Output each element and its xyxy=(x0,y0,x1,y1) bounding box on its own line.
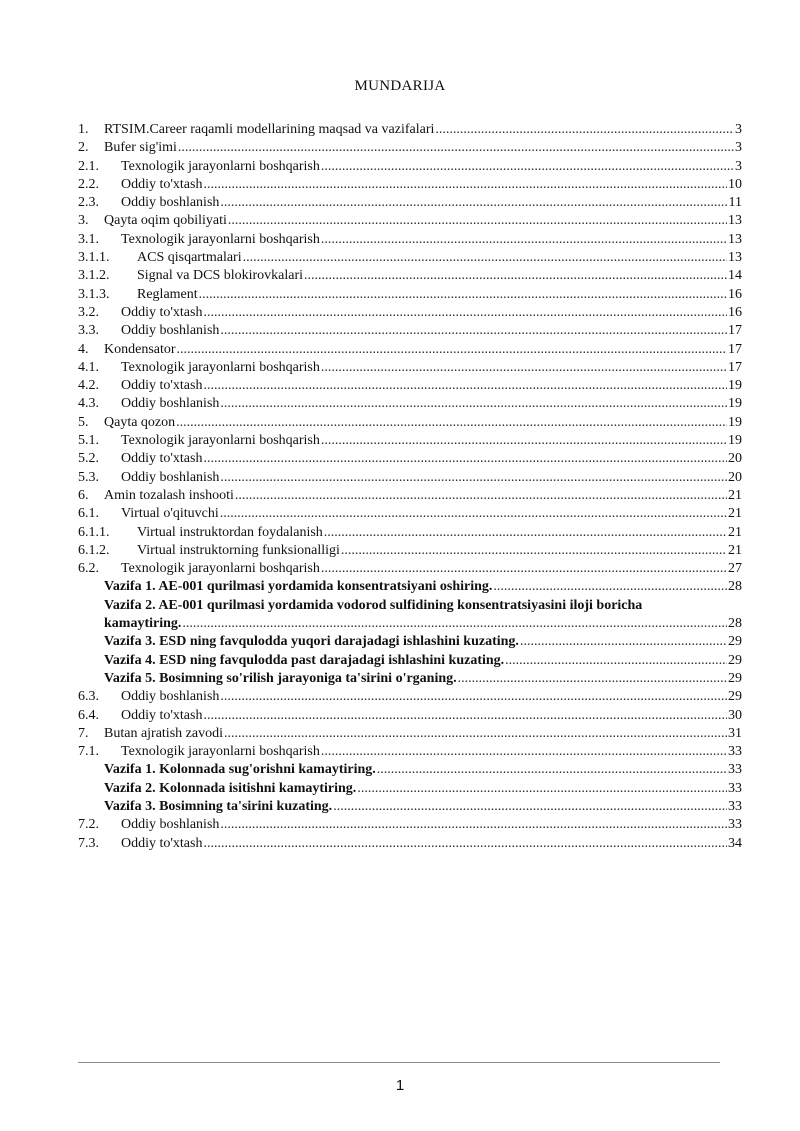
toc-task-title: Vazifa 2. Kolonnada isitishni kamaytiring. xyxy=(104,780,357,796)
toc-entry-number: 6.4. xyxy=(78,707,99,723)
toc-leader-dots xyxy=(243,249,727,267)
toc-entry-number: 6.2. xyxy=(78,561,99,577)
toc-entry-title: Texnologik jarayonlarni boshqarish xyxy=(121,744,320,760)
toc-entry-number: 7. xyxy=(78,725,89,741)
toc-task-title: Vazifa 4. ESD ning favqulodda past darajadagi ishlashini kuzating. xyxy=(104,652,505,668)
toc-entry[interactable] xyxy=(78,450,742,468)
toc-entry[interactable] xyxy=(78,725,742,743)
toc-leader-dots xyxy=(224,725,727,743)
toc-entry[interactable] xyxy=(78,322,742,340)
toc-leader-dots xyxy=(220,395,727,413)
toc-entry[interactable] xyxy=(78,359,742,377)
toc-entry[interactable] xyxy=(78,176,742,194)
toc-leader-dots xyxy=(321,560,727,578)
toc-entry-page: 19 xyxy=(728,414,742,430)
toc-entry-title: Qayta qozon xyxy=(104,414,176,430)
toc-entry-number: 5.3. xyxy=(78,469,99,485)
toc-entry[interactable] xyxy=(78,432,742,450)
toc-entry-page: 33 xyxy=(728,744,742,760)
toc-entry-page: 17 xyxy=(728,323,742,339)
toc-leader-dots xyxy=(321,359,727,377)
toc-entry-title: Oddiy boshlanish xyxy=(121,195,220,211)
toc-leader-dots xyxy=(458,670,727,688)
toc-entry[interactable] xyxy=(78,212,742,230)
toc-entry-page: 17 xyxy=(728,359,742,375)
toc-entry-number: 6.1. xyxy=(78,506,99,522)
toc-entry-page: 19 xyxy=(728,433,742,449)
toc-entry-number: 2.3. xyxy=(78,195,99,211)
toc-entry-title: Butan ajratish zavodi xyxy=(104,725,223,741)
toc-entry-number: 6.1.2. xyxy=(78,542,110,558)
toc-leader-dots xyxy=(321,158,734,176)
toc-task-entry[interactable] xyxy=(78,652,742,670)
toc-leader-dots xyxy=(203,707,727,725)
toc-entry-page: 21 xyxy=(728,524,742,540)
toc-leader-dots xyxy=(377,761,727,779)
toc-entry-number: 3.1. xyxy=(78,231,99,247)
toc-entry-page: 29 xyxy=(728,689,742,705)
toc-entry[interactable] xyxy=(78,158,742,176)
toc-entry-title: Texnologik jarayonlarni boshqarish xyxy=(121,231,320,247)
toc-entry-number: 3.2. xyxy=(78,304,99,320)
toc-leader-dots xyxy=(520,633,727,651)
toc-leader-dots xyxy=(203,450,727,468)
toc-entry-number: 3.1.2. xyxy=(78,268,110,284)
toc-entry-number: 5.1. xyxy=(78,433,99,449)
toc-leader-dots xyxy=(333,798,727,816)
toc-leader-dots xyxy=(220,688,727,706)
toc-leader-dots xyxy=(182,615,727,633)
toc-leader-dots xyxy=(324,524,727,542)
toc-leader-dots xyxy=(177,341,727,359)
toc-leader-dots xyxy=(176,414,727,432)
toc-entry[interactable] xyxy=(78,688,742,706)
toc-entry-number: 1. xyxy=(78,122,89,137)
toc-leader-dots xyxy=(203,835,727,853)
toc-entry-page: 29 xyxy=(728,634,742,650)
toc-task-entry[interactable] xyxy=(78,761,742,779)
toc-entry[interactable] xyxy=(78,505,742,523)
toc-entry[interactable] xyxy=(78,231,742,249)
toc-entry-page: 10 xyxy=(728,176,742,192)
toc-entry[interactable] xyxy=(78,121,742,139)
footer-divider xyxy=(78,1062,720,1063)
toc-entry-page: 3 xyxy=(735,158,742,174)
toc-entry-number: 4.2. xyxy=(78,378,99,394)
page-title: MUNDARIJA xyxy=(354,78,446,94)
toc-leader-dots xyxy=(178,139,734,157)
toc-entry-number: 6.3. xyxy=(78,689,99,705)
toc-entry[interactable] xyxy=(78,395,742,413)
toc-entry-page: 34 xyxy=(728,835,742,851)
toc-leader-dots xyxy=(228,212,727,230)
toc-entry-title: Bufer sig'imi xyxy=(104,140,177,156)
toc-entry[interactable] xyxy=(78,267,742,285)
toc-leader-dots xyxy=(220,194,727,212)
toc-entry[interactable] xyxy=(78,524,742,542)
toc-entry-page: 21 xyxy=(728,542,742,558)
toc-entry[interactable] xyxy=(78,139,742,157)
toc-entry-title: Oddiy boshlanish xyxy=(121,396,220,412)
toc-entry-page: 20 xyxy=(728,451,742,467)
toc-entry-number: 2.2. xyxy=(78,176,99,192)
toc-entry[interactable] xyxy=(78,469,742,487)
toc-entry-page: 29 xyxy=(728,652,742,668)
toc-task-title: Vazifa 3. ESD ning favqulodda yuqori darajadagi ishlashini kuzating. xyxy=(104,634,519,650)
toc-leader-dots xyxy=(321,231,727,249)
toc-entry[interactable] xyxy=(78,816,742,834)
toc-entry-page: 13 xyxy=(728,231,742,247)
toc-entry-number: 3.3. xyxy=(78,323,99,339)
toc-entry-number: 6.1.1. xyxy=(78,524,110,540)
toc-entry[interactable] xyxy=(78,743,742,761)
toc-entry-title: Oddiy boshlanish xyxy=(121,817,220,833)
toc-entry-title: Oddiy to'xtash xyxy=(121,378,203,394)
toc-leader-dots xyxy=(321,743,727,761)
toc-entry-title: Signal va DCS blokirovkalari xyxy=(137,268,304,284)
toc-entry-number: 3. xyxy=(78,213,89,229)
toc-entry-title: Kondensator xyxy=(104,341,176,357)
toc-entry[interactable] xyxy=(78,707,742,725)
toc-entry[interactable] xyxy=(78,286,742,304)
toc-entry-title: Texnologik jarayonlarni boshqarish xyxy=(121,561,320,577)
toc-leader-dots xyxy=(220,469,727,487)
toc-leader-dots xyxy=(220,816,727,834)
toc-entry-page: 3 xyxy=(735,122,742,137)
toc-entry[interactable] xyxy=(78,304,742,322)
toc-leader-dots xyxy=(321,432,727,450)
toc-entry-page: 30 xyxy=(728,707,742,723)
toc-entry-number: 5. xyxy=(78,414,89,430)
toc-entry-number: 2.1. xyxy=(78,158,99,174)
toc-task-entry-continued[interactable] xyxy=(78,615,742,633)
toc-entry-number: 3.1.1. xyxy=(78,250,110,266)
toc-entry[interactable] xyxy=(78,560,742,578)
toc-entry-page: 3 xyxy=(735,140,742,156)
toc-entry-page: 17 xyxy=(728,341,742,357)
toc-entry-title: Oddiy boshlanish xyxy=(121,323,220,339)
toc-task-entry[interactable] xyxy=(78,780,742,798)
toc-entry[interactable] xyxy=(78,249,742,267)
toc-entry-title: Oddiy to'xtash xyxy=(121,835,203,851)
toc-entry-title: Amin tozalash inshooti xyxy=(104,487,234,503)
page-number: 1 xyxy=(395,1077,405,1094)
toc-entry-page: 21 xyxy=(728,487,742,503)
toc-entry-number: 5.2. xyxy=(78,451,99,467)
toc-entry-page: 19 xyxy=(728,396,742,412)
toc-entry-page: 19 xyxy=(728,378,742,394)
toc-task-entry[interactable] xyxy=(78,633,742,651)
toc-leader-dots xyxy=(203,304,727,322)
toc-leader-dots xyxy=(357,780,727,798)
toc-entry-number: 4. xyxy=(78,341,89,357)
toc-task-title-line1: Vazifa 2. AE-001 qurilmasi yordamida vodorod sulfidining konsentratsiyasini iloji boricha xyxy=(104,597,643,613)
toc-entry-page: 33 xyxy=(728,780,742,796)
toc-entry-page: 20 xyxy=(728,469,742,485)
toc-entry[interactable] xyxy=(78,414,742,432)
toc-leader-dots xyxy=(235,487,727,505)
toc-entry-page: 16 xyxy=(728,286,742,302)
toc-leader-dots xyxy=(505,652,727,670)
toc-task-title: Vazifa 1. AE-001 qurilmasi yordamida konsentratsiyani oshiring. xyxy=(104,579,493,595)
toc-leader-dots xyxy=(203,176,727,194)
toc-task-title-line2: kamaytiring. xyxy=(104,616,182,632)
toc-entry[interactable] xyxy=(78,194,742,212)
toc-leader-dots xyxy=(203,377,727,395)
toc-entry-page: 11 xyxy=(728,195,742,211)
table-of-contents xyxy=(78,121,742,853)
toc-entry-title: Oddiy to'xtash xyxy=(121,707,203,723)
toc-entry[interactable] xyxy=(78,341,742,359)
toc-leader-dots xyxy=(199,286,727,304)
toc-task-entry[interactable] xyxy=(78,798,742,816)
toc-entry-number: 3.1.3. xyxy=(78,286,110,302)
toc-entry[interactable] xyxy=(78,377,742,395)
toc-entry-page: 13 xyxy=(728,250,742,266)
toc-entry-number: 7.3. xyxy=(78,835,99,851)
toc-task-entry[interactable] xyxy=(78,670,742,688)
toc-entry-page: 33 xyxy=(728,817,742,833)
toc-entry-number: 2. xyxy=(78,140,89,156)
toc-entry-title: Oddiy to'xtash xyxy=(121,304,203,320)
toc-entry-title: Virtual instruktordan foydalanish xyxy=(137,524,323,540)
toc-entry-page: 14 xyxy=(728,268,742,284)
toc-entry-title: Reglament xyxy=(137,286,198,302)
toc-entry-page: 29 xyxy=(728,670,742,686)
toc-entry-page: 28 xyxy=(728,616,742,632)
toc-entry-title: Texnologik jarayonlarni boshqarish xyxy=(121,359,320,375)
toc-entry-title: ACS qisqartmalari xyxy=(137,250,242,266)
toc-entry-page: 33 xyxy=(728,762,742,778)
toc-entry-page: 31 xyxy=(728,725,742,741)
toc-entry[interactable] xyxy=(78,835,742,853)
toc-entry[interactable] xyxy=(78,487,742,505)
toc-entry-title: Texnologik jarayonlarni boshqarish xyxy=(121,158,320,174)
toc-entry-number: 4.1. xyxy=(78,359,99,375)
toc-entry-number: 7.2. xyxy=(78,817,99,833)
toc-entry-page: 16 xyxy=(728,304,742,320)
toc-task-entry[interactable] xyxy=(78,578,742,596)
toc-entry-number: 4.3. xyxy=(78,396,99,412)
toc-entry-title: Virtual o'qituvchi xyxy=(121,506,219,522)
toc-entry-page: 33 xyxy=(728,798,742,814)
toc-leader-dots xyxy=(220,505,727,523)
toc-leader-dots xyxy=(341,542,727,560)
toc-entry-title: Virtual instruktorning funksionalligi xyxy=(137,542,340,558)
toc-entry-title: Texnologik jarayonlarni boshqarish xyxy=(121,433,320,449)
toc-entry-title: Oddiy boshlanish xyxy=(121,689,220,705)
toc-task-title: Vazifa 3. Bosimning ta'sirini kuzating. xyxy=(104,798,333,814)
toc-task-title: Vazifa 5. Bosimning so'rilish jarayoniga ta'sirini o'rganing. xyxy=(104,670,457,686)
toc-leader-dots xyxy=(493,578,727,596)
toc-entry-page: 21 xyxy=(728,506,742,522)
toc-entry-title: Qayta oqim qobiliyati xyxy=(104,213,227,229)
toc-entry-title: RTSIM.Career raqamli modellarining maqsad va vazifalari xyxy=(104,122,435,137)
toc-entry[interactable] xyxy=(78,542,742,560)
toc-entry-number: 6. xyxy=(78,487,89,503)
toc-entry-page: 27 xyxy=(728,561,742,577)
toc-leader-dots xyxy=(304,267,727,285)
toc-leader-dots xyxy=(220,322,727,340)
toc-leader-dots xyxy=(435,121,734,139)
toc-task-title: Vazifa 1. Kolonnada sug'orishni kamaytiring. xyxy=(104,762,376,778)
toc-entry-number: 7.1. xyxy=(78,744,99,760)
toc-entry-title: Oddiy to'xtash xyxy=(121,176,203,192)
toc-task-entry[interactable] xyxy=(78,597,742,615)
toc-entry-title: Oddiy boshlanish xyxy=(121,469,220,485)
toc-entry-page: 13 xyxy=(728,213,742,229)
toc-entry-title: Oddiy to'xtash xyxy=(121,451,203,467)
toc-entry-page: 28 xyxy=(728,579,742,595)
